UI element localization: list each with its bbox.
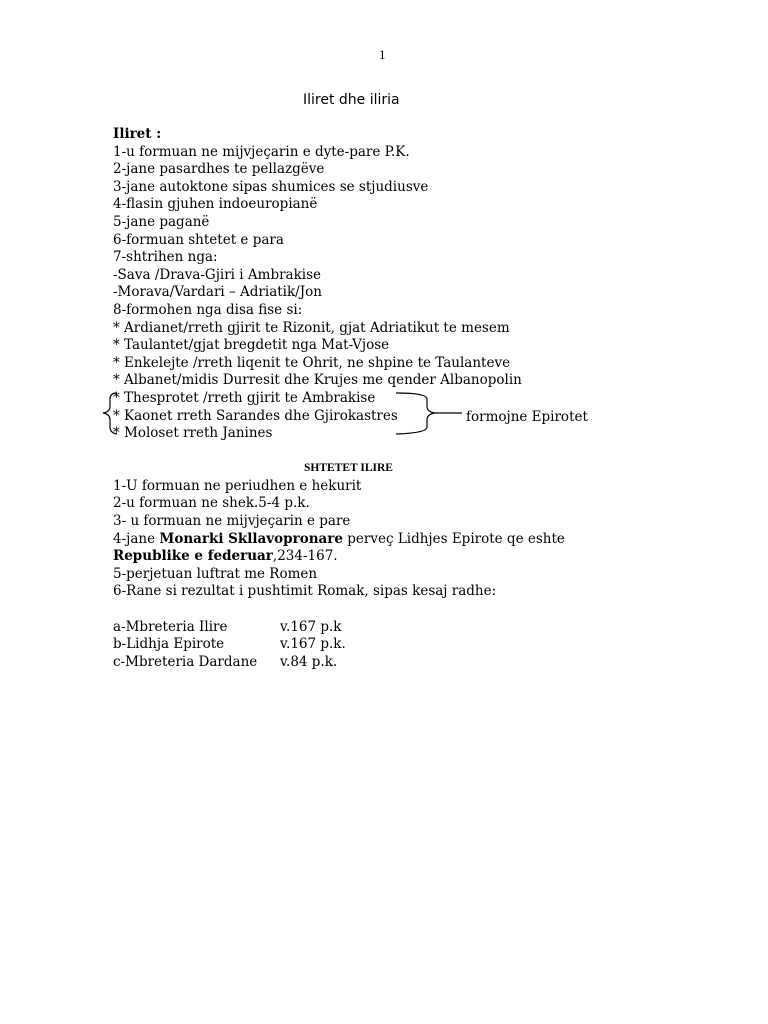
text-line: 8-formohen nga disa fise si: bbox=[113, 301, 303, 318]
kingdom-date: v.167 p.k. bbox=[280, 636, 346, 653]
kingdom-date: v.167 p.k bbox=[280, 618, 342, 635]
text-line: 5-perjetuan luftrat me Romen bbox=[113, 565, 318, 582]
text-run: perveç Lidhjes Epirote qe eshte bbox=[342, 530, 565, 547]
kingdom-name: c-Mbreteria Dardane bbox=[113, 653, 258, 670]
tribe-line: * Albanet/midis Durresit dhe Krujes me qender Albanopolin bbox=[113, 372, 522, 389]
bold-term: Monarki Skllavopronare bbox=[159, 530, 343, 547]
text-line bbox=[113, 548, 733, 566]
kingdom-name: b-Lidhja Epirote bbox=[113, 636, 225, 653]
text-line: -Sava /Drava-Gjiri i Ambrakise bbox=[113, 266, 322, 283]
tribe-line: * Taulantet/gjat bregdetit nga Mat-Vjose bbox=[113, 337, 390, 354]
kingdom-row bbox=[113, 654, 733, 672]
text-line: 2-jane pasardhes te pellazgëve bbox=[113, 161, 325, 178]
text-run: ,234-167. bbox=[272, 548, 338, 565]
text-line: 2-u formuan ne shek.5-4 p.k. bbox=[113, 495, 310, 512]
tribe-line: * Moloset rreth Janines bbox=[113, 425, 273, 442]
text-line: 5-jane paganë bbox=[113, 213, 210, 230]
epirote-label: formojne Epirotet bbox=[466, 409, 588, 425]
kingdom-date: v.84 p.k. bbox=[280, 653, 338, 670]
text-line: 1-u formuan ne mijvjeçarin e dyte-pare P.K. bbox=[113, 143, 410, 160]
text-line: 4-flasin gjuhen indoeuropianë bbox=[113, 196, 318, 213]
text-line: 3-jane autoktone sipas shumices se stjudiusve bbox=[113, 178, 429, 195]
tribe-line: * Ardianet/rreth gjirit te Rizonit, gjat Adriatikut te mesem bbox=[113, 319, 510, 336]
tribe-line: * Thesprotet /rreth gjirit te Ambrakise bbox=[113, 389, 376, 406]
text-line bbox=[113, 531, 733, 549]
tribe-line: * Enkelejte /rreth liqenit te Ohrit, ne shpine te Taulanteve bbox=[113, 354, 511, 371]
page-number: 1 bbox=[379, 47, 386, 62]
bold-term: Republike e federuar bbox=[113, 548, 273, 565]
text-line: -Morava/Vardari – Adriatik/Jon bbox=[113, 284, 322, 301]
kingdom-name: a-Mbreteria Ilire bbox=[113, 618, 228, 635]
document-body bbox=[113, 126, 733, 671]
kingdom-row bbox=[113, 636, 733, 654]
text-line: 3- u formuan ne mijvjeçarin e pare bbox=[113, 513, 351, 530]
text-line: 6-formuan shtetet e para bbox=[113, 231, 284, 248]
text-run: 4-jane bbox=[113, 530, 160, 547]
section-heading-iliret: Iliret : bbox=[113, 126, 162, 142]
text-line: 7-shtrihen nga: bbox=[113, 249, 218, 266]
document-title: Iliret dhe iliria bbox=[303, 92, 400, 108]
text-line: 1-U formuan ne periudhen e hekurit bbox=[113, 477, 362, 494]
tribe-line: * Kaonet rreth Sarandes dhe Gjirokastres bbox=[113, 407, 398, 424]
text-line: 6-Rane si rezultat i pushtimit Romak, sipas kesaj radhe: bbox=[113, 583, 497, 600]
kingdom-row bbox=[113, 619, 733, 637]
section-heading-shtetet: SHTETET ILIRE bbox=[304, 462, 393, 475]
